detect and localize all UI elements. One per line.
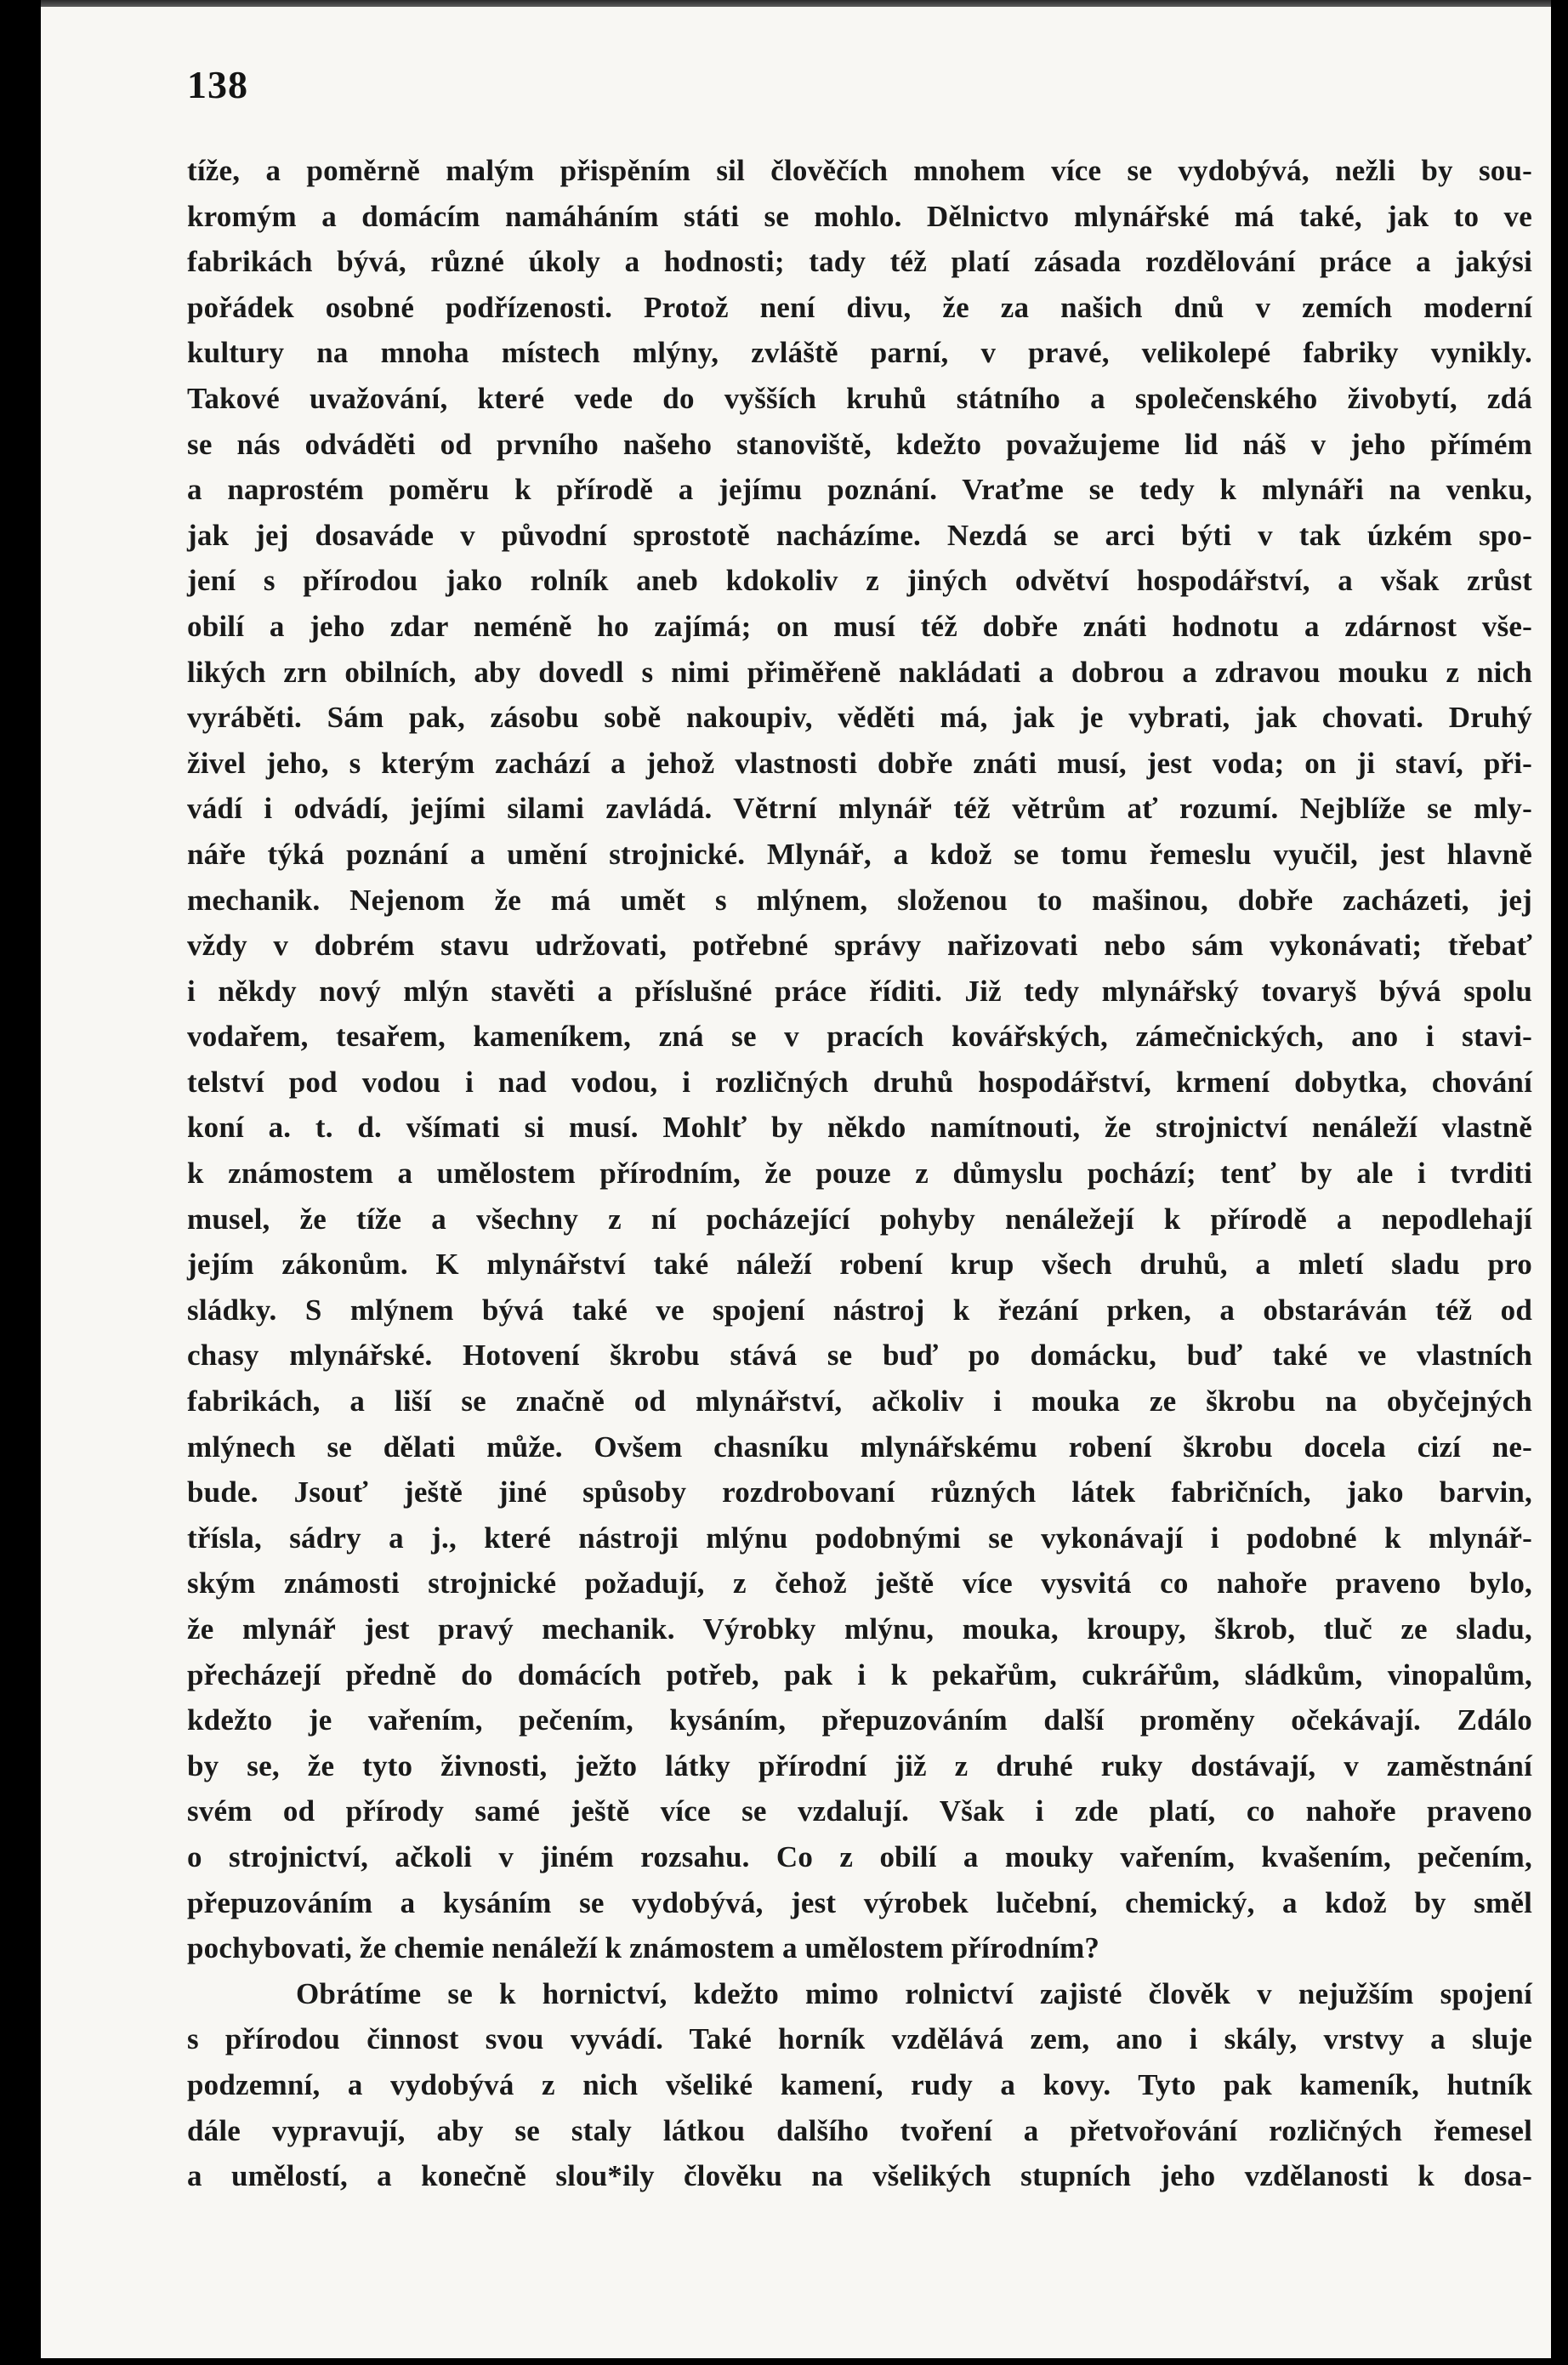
- text-line: kromým a domácím namáháním státi se mohlo. Dělnictvo mlynářské má také, jak to ve: [187, 199, 1532, 233]
- text-line: fabrikách bývá, různé úkoly a hodnosti; tady též platí zásada rozdělování práce a jakýsi: [187, 245, 1532, 279]
- text-line: že mlynář jest pravý mechanik. Výrobky mlýnu, mouka, kroupy, škrob, tluč ze sladu,: [187, 1612, 1532, 1646]
- text-line: třísla, sádry a j., které nástroji mlýnu podobnými se vykonávají i podobné k mlynář-: [187, 1521, 1532, 1555]
- text-line: vždy v dobrém stavu udržovati, potřebné správy nařizovati nebo sám vykonávati; třebať: [187, 929, 1532, 963]
- text-line: jení s přírodou jako rolník aneb kdokoliv z jiných odvětví hospodářství, a však zrůst: [187, 564, 1532, 598]
- page-number: 138: [187, 63, 248, 106]
- text-line: pořádek osobné podřízenosti. Protož není divu, že za našich dnů v zemích moderní: [187, 290, 1532, 324]
- text-line: obilí a jeho zdar neméně ho zajímá; on musí též dobře znáti hodnotu a zdárnost vše-: [187, 609, 1532, 643]
- text-line: likých zrn obilních, aby dovedl s nimi přiměřeně nakládati a dobrou a zdravou mouku z nich: [187, 655, 1532, 689]
- paragraph-end-line: pochybovati, že chemie nenáleží k známostem a umělostem přírodním?: [187, 1931, 1100, 1965]
- book-page: [41, 7, 1551, 2358]
- text-line: i někdy nový mlýn stavěti a příslušné práce říditi. Již tedy mlynářský tovaryš bývá spolu: [187, 974, 1532, 1008]
- text-line: o strojnictví, ačkoli v jiném rozsahu. Co z obilí a mouky vařením, kvašením, pečením,: [187, 1839, 1532, 1873]
- text-line: podzemní, a vydobývá z nich všeliké kamení, rudy a kovy. Tyto pak kameník, hutník: [187, 2067, 1532, 2101]
- text-line: vyráběti. Sám pak, zásobu sobě nakoupiv, věděti má, jak je vybrati, jak chovati. Druhý: [187, 701, 1532, 735]
- text-line: vádí i odvádí, jejími silami zavládá. Větrní mlynář též větrům ať rozumí. Nejblíže se mly-: [187, 792, 1532, 826]
- text-line: chasy mlynářské. Hotovení škrobu stává se buď po domácku, buď také ve vlastních: [187, 1339, 1532, 1373]
- text-line: kultury na mnoha místech mlýny, zvláště parní, v pravé, velikolepé fabriky vynikly.: [187, 336, 1532, 370]
- paragraph-start-line: Obrátíme se k hornictví, kdežto mimo rolnictví zajisté člověk v nejužším spojení: [296, 1976, 1532, 2010]
- text-line: přecházejí předně do domácích potřeb, pak i k pekařům, cukrářům, sládkům, vinopalům,: [187, 1657, 1532, 1691]
- text-line: musel, že tíže a všechny z ní pocházející pohyby nenáležejí k přírodě a nepodlehají: [187, 1202, 1532, 1236]
- text-line: jak jej dosaváde v původní sprostotě nacházíme. Nezdá se arci býti v tak úzkém spo-: [187, 518, 1532, 552]
- text-line: by se, že tyto živnosti, ježto látky přírodní již z druhé ruky dostávají, v zaměstnání: [187, 1748, 1532, 1782]
- text-line: s přírodou činnost svou vyvádí. Také horník vzdělává zem, ano i skály, vrstvy a sluje: [187, 2022, 1532, 2056]
- text-line: sládky. S mlýnem bývá také ve spojení nástroj k řezání prken, a obstaráván též od: [187, 1293, 1532, 1327]
- text-line: bude. Jsouť ještě jiné spůsoby rozdrobovaní různých látek fabričních, jako barvin,: [187, 1475, 1532, 1509]
- text-line: ským známosti strojnické požadují, z čehož ještě více vysvitá co nahoře praveno bylo,: [187, 1566, 1532, 1600]
- text-line: tíže, a poměrně malým přispěním sil člověčích mnohem více se vydobývá, nežli by sou-: [187, 154, 1532, 187]
- text-line: a umělostí, a konečně slou*ily člověku na všelikých stupních jeho vzdělanosti k dosa-: [187, 2159, 1532, 2193]
- text-line: koní a. t. d. všímati si musí. Mohlť by někdo namítnouti, že strojnictví nenáleží vlastně: [187, 1111, 1532, 1145]
- text-line: kdežto je vařením, pečením, kysáním, přepuzováním další proměny očekávají. Zdálo: [187, 1703, 1532, 1737]
- text-line: Takové uvažování, které vede do vyšších kruhů státního a společenského živobytí, zdá: [187, 381, 1532, 415]
- text-line: přepuzováním a kysáním se vydobývá, jest výrobek lučební, chemický, a kdož by směl: [187, 1885, 1532, 1919]
- text-line: živel jeho, s kterým zachází a jehož vlastnosti dobře znáti musí, jest voda; on ji staví, při-: [187, 746, 1532, 780]
- text-line: se nás odváděti od prvního našeho stanoviště, kdežto považujeme lid náš v jeho přímém: [187, 427, 1532, 461]
- body-text: [187, 148, 1532, 2199]
- text-line: náře týká poznání a umění strojnické. Mlynář, a kdož se tomu řemeslu vyučil, jest hlavně: [187, 837, 1532, 871]
- text-line: mlýnech se dělati může. Ovšem chasníku mlynářskému robení škrobu docela cizí ne-: [187, 1430, 1532, 1464]
- text-line: dále vypravují, aby se staly látkou dalšího tvoření a přetvořování rozličných řemesel: [187, 2113, 1532, 2147]
- text-line: svém od přírody samé ještě více se vzdalují. Však i zde platí, co nahoře praveno: [187, 1794, 1532, 1828]
- text-line: jejím zákonům. K mlynářství také náleží robení krup všech druhů, a mletí sladu pro: [187, 1248, 1532, 1282]
- text-line: fabrikách, a liší se značně od mlynářství, ačkoliv i mouka ze škrobu na obyčejných: [187, 1384, 1532, 1418]
- text-line: k známostem a umělostem přírodním, že pouze z důmyslu pochází; tenť by ale i tvrditi: [187, 1157, 1532, 1191]
- text-line: mechanik. Nejenom že má umět s mlýnem, složenou to mašinou, dobře zacházeti, jej: [187, 883, 1532, 917]
- text-line: a naprostém poměru k přírodě a jejímu poznání. Vraťme se tedy k mlynáři na venku,: [187, 473, 1532, 507]
- text-line: vodařem, tesařem, kameníkem, zná se v pracích kovářských, zámečnických, ano i stavi-: [187, 1020, 1532, 1054]
- text-line: telství pod vodou i nad vodou, i rozličných druhů hospodářství, krmení dobytka, chování: [187, 1065, 1532, 1099]
